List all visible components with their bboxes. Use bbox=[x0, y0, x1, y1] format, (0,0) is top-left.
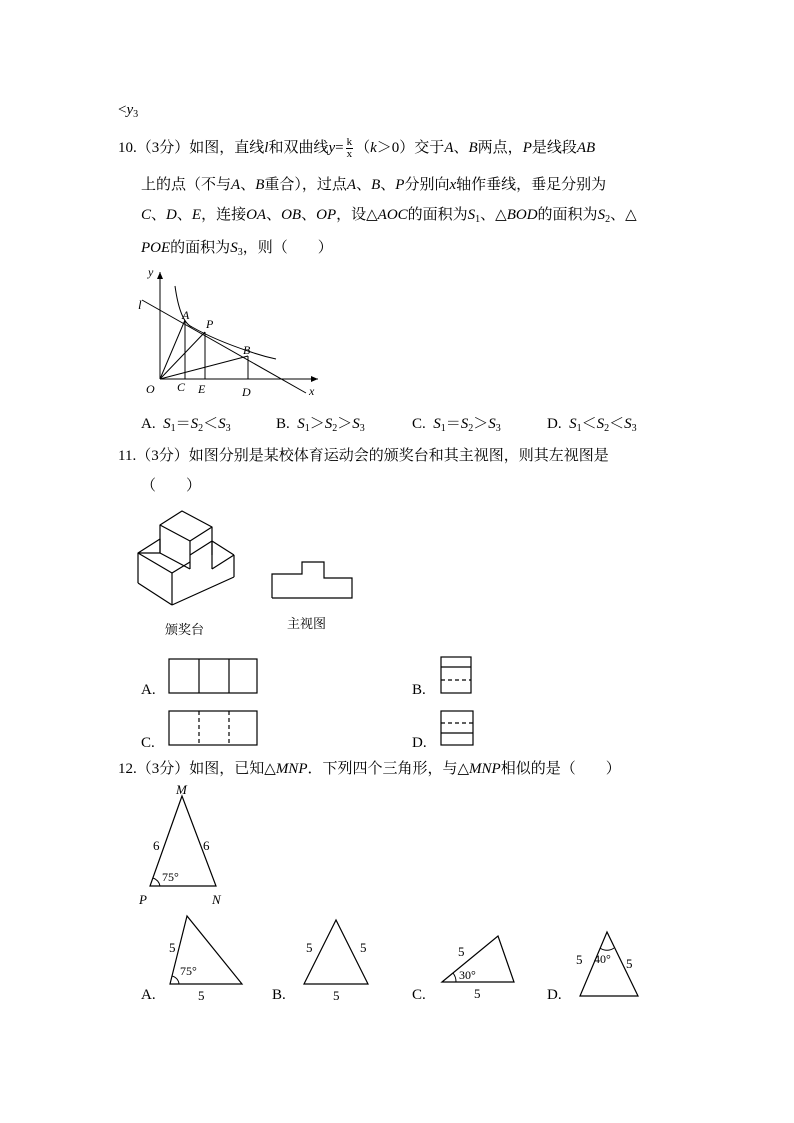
fraction-k-over-x: $\frac{k}{x}$ bbox=[346, 136, 353, 160]
side-right-6: 6 bbox=[203, 838, 210, 853]
var-y: y bbox=[126, 102, 134, 118]
q12-option-c-label[interactable]: C. bbox=[412, 987, 426, 1003]
svg-text:5: 5 bbox=[198, 988, 205, 1002]
q11-option-d-label[interactable]: D. bbox=[412, 735, 427, 751]
svg-text:75°: 75° bbox=[180, 964, 197, 978]
label-B: B bbox=[243, 343, 251, 357]
svg-text:5: 5 bbox=[474, 986, 481, 1001]
q12-option-d-label[interactable]: D. bbox=[547, 987, 562, 1003]
caption-podium: 颁奖台 bbox=[165, 622, 205, 637]
caption-front: 主视图 bbox=[287, 616, 327, 631]
q11-option-c-label[interactable]: C. bbox=[141, 735, 155, 751]
svg-text:5: 5 bbox=[333, 988, 340, 1002]
label-P: P bbox=[206, 317, 214, 331]
q10-option-c[interactable]: C. $S_1=S_2>S_3$ bbox=[412, 416, 501, 434]
svg-text:5: 5 bbox=[626, 956, 633, 971]
q11-option-b-label[interactable]: B. bbox=[412, 682, 426, 698]
less-than-symbol: < bbox=[118, 102, 127, 118]
q11-option-d-figure[interactable] bbox=[440, 710, 476, 748]
q10-line1: 10.（3分）如图，直线l和双曲线y= $\frac{k}{x}$ （k＞0）交于A、B两点，P是线段AB bbox=[118, 136, 596, 160]
q11-option-b-figure[interactable] bbox=[440, 656, 474, 696]
label-P-main: P bbox=[139, 892, 147, 907]
label-E: E bbox=[198, 382, 206, 396]
svg-text:5: 5 bbox=[576, 952, 583, 967]
podium-figure bbox=[130, 505, 245, 610]
label-y: y bbox=[148, 265, 154, 279]
label-A: A bbox=[182, 308, 190, 322]
q11-option-c-figure[interactable] bbox=[168, 710, 260, 748]
label-C: C bbox=[177, 380, 186, 394]
q10-option-b[interactable]: B. $S_1>S_2>S_3$ bbox=[276, 416, 365, 434]
top-fragment bbox=[118, 100, 138, 125]
label-N: N bbox=[212, 892, 221, 907]
q12-option-d-triangle[interactable] bbox=[570, 928, 650, 1004]
q11-line1: 11.（3分）如图分别是某校体育运动会的颁奖台和其主视图，则其左视图是 bbox=[118, 448, 609, 464]
front-view-figure bbox=[270, 560, 355, 602]
q12-option-b-triangle[interactable] bbox=[296, 912, 386, 1002]
q11-option-a-label[interactable]: A. bbox=[141, 682, 156, 698]
q10-option-a[interactable]: A. $S_1=S_2<S_3$ bbox=[141, 416, 231, 434]
q11-option-a-figure[interactable] bbox=[168, 658, 260, 696]
angle-75: 75° bbox=[162, 870, 179, 884]
q10-figure bbox=[130, 262, 330, 402]
triangle-mnp bbox=[132, 780, 242, 908]
label-l: l bbox=[138, 297, 142, 312]
side-left-6: 6 bbox=[153, 838, 160, 853]
svg-text:5: 5 bbox=[458, 944, 465, 959]
svg-text:5: 5 bbox=[169, 940, 176, 955]
q12-line1: 12.（3分）如图，已知△MNP．下列四个三角形，与△MNP相似的是（ ） bbox=[118, 761, 621, 777]
label-D: D bbox=[242, 385, 251, 399]
svg-text:5: 5 bbox=[306, 940, 313, 955]
label-M: M bbox=[176, 782, 187, 797]
q12-option-a-triangle[interactable] bbox=[160, 912, 250, 1002]
q12-option-b-label[interactable]: B. bbox=[272, 987, 286, 1003]
svg-text:40°: 40° bbox=[594, 952, 611, 966]
q12-option-c-triangle[interactable] bbox=[436, 928, 526, 1004]
q12-option-a-label[interactable]: A. bbox=[141, 987, 156, 1003]
label-O: O bbox=[146, 382, 155, 396]
q10-line2: 上的点（不与A、B重合），过点A、B、P分别向x轴作垂线，垂足分别为 bbox=[141, 177, 607, 193]
q10-line4: POE的面积为$S_3$，则（ ） bbox=[141, 240, 333, 258]
q10-option-d[interactable]: D. $S_1<S_2<S_3$ bbox=[547, 416, 637, 434]
q10-line3: C、D、E，连接OA、OB、OP，设△AOC的面积为$S_1$、△BOD的面积为$S_2$、△ bbox=[141, 207, 637, 225]
label-x: x bbox=[309, 384, 315, 398]
sub-3: 3 bbox=[133, 109, 139, 120]
svg-text:5: 5 bbox=[360, 940, 367, 955]
q11-paren: （ ） bbox=[141, 478, 202, 494]
svg-text:30°: 30° bbox=[459, 968, 476, 982]
